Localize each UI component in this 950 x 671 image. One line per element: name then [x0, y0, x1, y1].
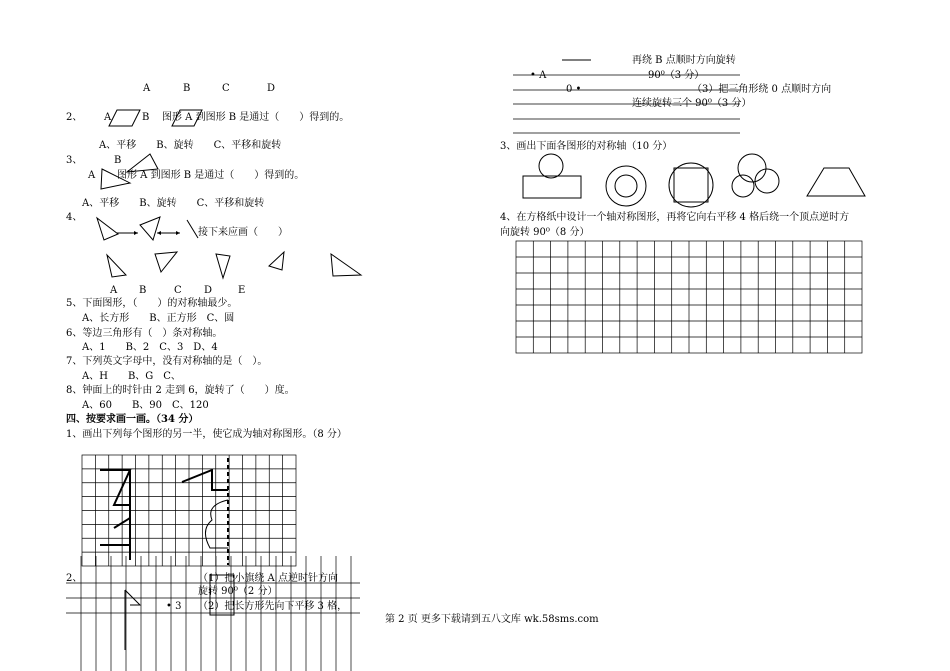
right-point-0: 0 •	[566, 84, 582, 95]
section4-title: 四、按要求画一画。（34 分）	[66, 414, 199, 425]
q8-options: A、60 B、90 C、120	[82, 400, 209, 411]
grid-q4-right	[516, 241, 862, 353]
q3-options: A、平移 B、旋转 C、平移和旋转	[82, 198, 265, 209]
q4-text: 接下来应画（ ）	[198, 227, 288, 238]
page-footer: 第 2 页 更多下载请到五八文库 wk.58sms.com	[385, 614, 599, 625]
q7-options: A、H B、G C、	[82, 371, 181, 382]
q4-label-c: C	[174, 285, 182, 296]
q2b-number: 2、	[66, 573, 83, 584]
q2b-line2: 旋转 90⁰（2 分）	[198, 586, 278, 597]
right-q4a: 4、在方格纸中设计一个轴对称图形，再将它向右平移 4 格后绕一个顶点逆时方	[500, 212, 850, 223]
right-line3: （3）把三角形绕 0 点顺时方向	[692, 84, 832, 95]
right-q4b: 向旋转 90⁰（8 分）	[500, 227, 590, 238]
q2-shapes	[109, 110, 202, 126]
q4-label-a: A	[110, 285, 118, 296]
q8-text: 8、钟面上的时针由 2 走到 6，旋转了（ ）度。	[66, 385, 295, 396]
right-q3: 3、画出下面各图形的对称轴（10 分）	[500, 141, 673, 152]
grid-q2b	[66, 556, 360, 671]
right-top-lines	[513, 60, 740, 133]
section4-q1: 1、画出下列每个图形的另一半，使它成为轴对称图形。（8 分）	[66, 429, 347, 440]
q2-options: A、平移 B、旋转 C、平移和旋转	[99, 140, 282, 151]
q3-number: 3、	[66, 155, 83, 166]
q7-text: 7、下列英文字母中，没有对称轴的是（ ）。	[66, 356, 268, 367]
top-letter-d: D	[267, 83, 276, 94]
q2-label-a: A	[104, 112, 112, 123]
q3-label-a: A	[88, 170, 96, 181]
q4-label-b: B	[139, 285, 147, 296]
top-letter-b: B	[183, 83, 191, 94]
right-line1: 再绕 B 点顺时方向旋转	[632, 55, 736, 66]
q3-shapes	[101, 154, 158, 189]
right-line4: 连续旋转三个 90⁰（3 分）	[632, 98, 752, 109]
q3-label-b: B	[114, 155, 122, 166]
q5-options: A、长方形 B、正方形 C、圆	[82, 313, 235, 324]
top-letter-c: C	[222, 83, 230, 94]
q2-text: 图形 A 到图形 B 是通过（ ）得到的。	[162, 112, 350, 123]
q3-text: 图形 A 到图形 B 是通过（ ）得到的。	[117, 170, 305, 181]
q4-options-shapes	[107, 252, 361, 278]
q5-text: 5、下面图形，（ ）的对称轴最少。	[66, 298, 238, 309]
grid-q1	[82, 455, 296, 566]
q2b-point: • 3	[166, 601, 182, 612]
q4-label-e: E	[238, 285, 246, 296]
q3-symmetry-shapes	[523, 154, 865, 207]
q2b-line3: （2）把长方形先向下平移 3 格，	[198, 601, 348, 612]
right-point-a: • A	[530, 70, 547, 81]
right-line2: 90⁰（3 分）	[648, 70, 705, 81]
q4-sequence	[97, 217, 198, 240]
q4-number: 4、	[66, 212, 83, 223]
top-letter-a: A	[143, 83, 151, 94]
q2-number: 2、	[66, 112, 83, 123]
q6-text: 6、等边三角形有（ ）条对称轴。	[66, 328, 223, 339]
q6-options: A、1 B、2 C、3 D、4	[82, 342, 218, 353]
q4-label-d: D	[204, 285, 213, 296]
q2-label-b: B	[142, 112, 150, 123]
q2b-line1: （1）把小旗绕 A 点逆时针方向	[198, 573, 338, 584]
